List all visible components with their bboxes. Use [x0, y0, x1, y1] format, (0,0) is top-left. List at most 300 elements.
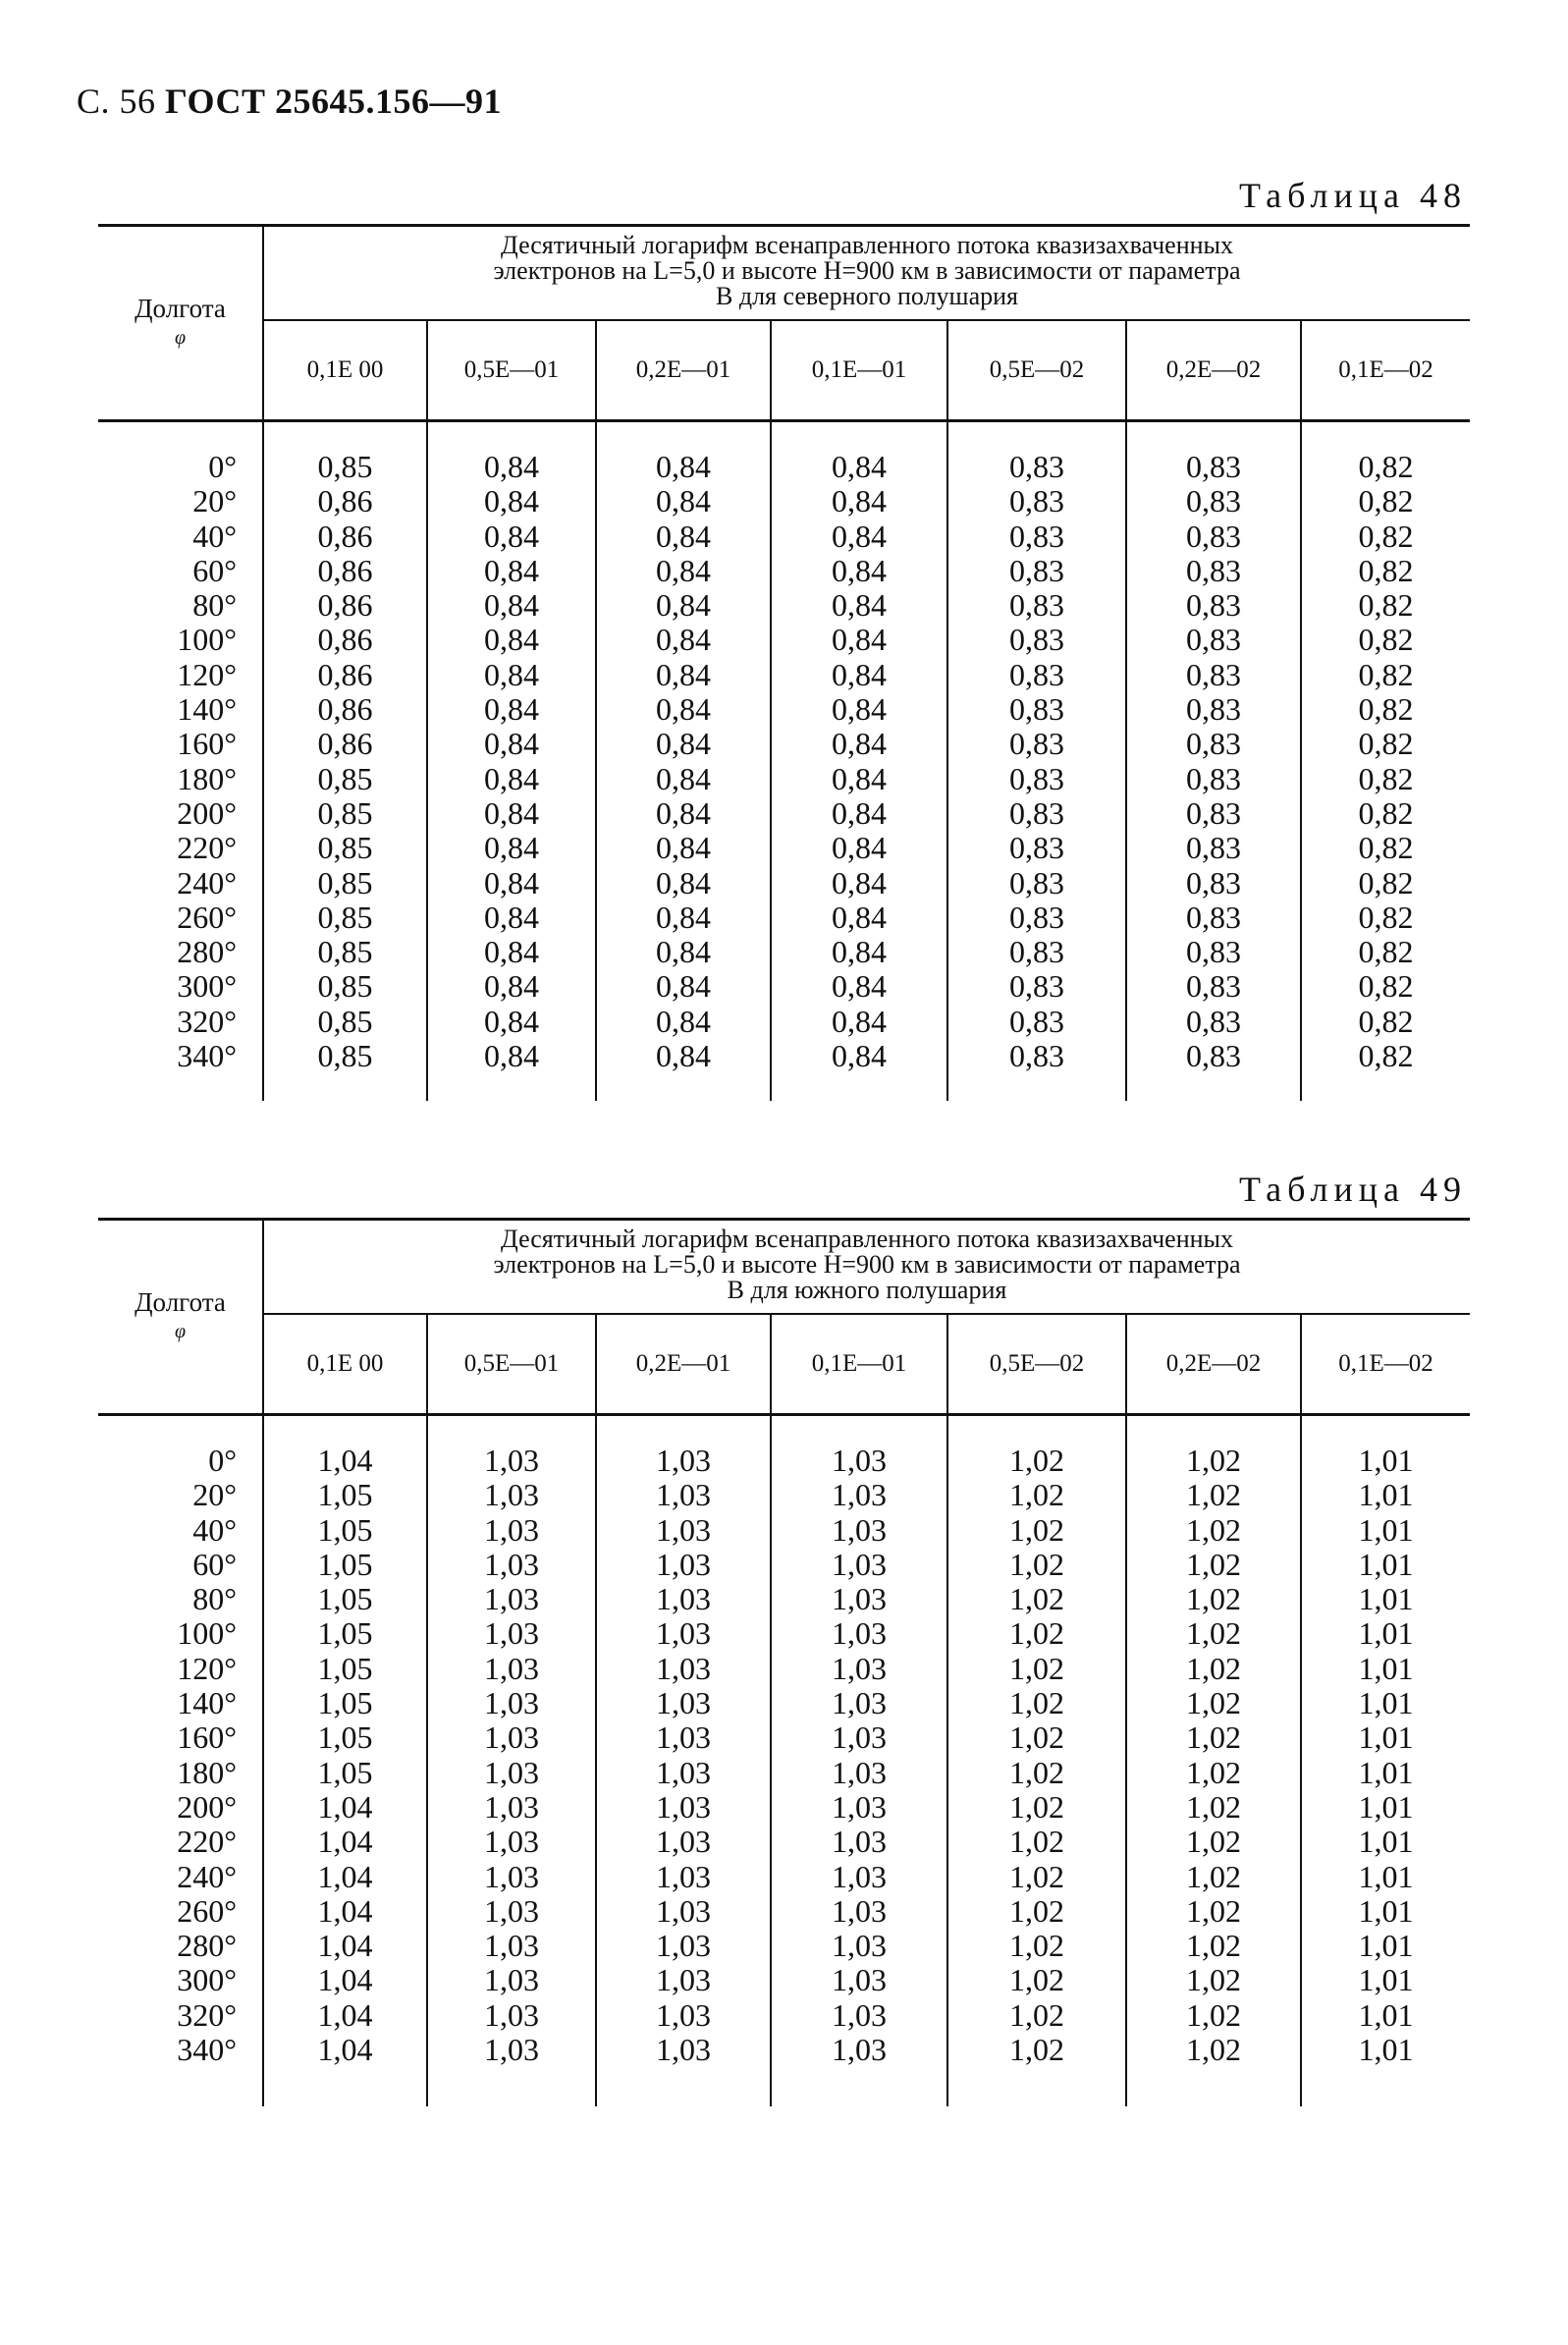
value-cell: 1,02 — [947, 1652, 1126, 1686]
value-cell: 1,03 — [596, 1616, 771, 1651]
value-cell: 1,02 — [947, 1513, 1126, 1548]
table-48-label: Таблица 48 — [1239, 176, 1467, 215]
value-cell: 1,01 — [1301, 1513, 1470, 1548]
caption-line-3: B для северного полушария — [716, 282, 1018, 310]
value-cell: 1,03 — [427, 1894, 596, 1929]
value-cell: 0,86 — [263, 658, 427, 692]
value-cell: 1,03 — [596, 1548, 771, 1582]
value-cell: 1,03 — [596, 1444, 771, 1478]
table-row — [98, 1860, 1470, 1894]
spacer-cell — [596, 1415, 771, 1445]
spacer-cell — [427, 421, 596, 451]
value-cell: 1,03 — [427, 1444, 596, 1478]
value-cell: 0,83 — [947, 866, 1126, 900]
value-cell: 1,05 — [263, 1720, 427, 1755]
value-cell: 0,83 — [1126, 969, 1301, 1004]
value-cell: 0,85 — [263, 831, 427, 865]
value-cell: 0,83 — [947, 519, 1126, 554]
value-cell: 1,04 — [263, 1825, 427, 1859]
longitude-cell: 200° — [177, 1788, 237, 1825]
value-cell: 0,85 — [263, 1005, 427, 1039]
value-cell: 1,03 — [427, 1616, 596, 1651]
value-cell: 1,03 — [427, 1929, 596, 1963]
value-cell: 0,82 — [1301, 450, 1470, 484]
value-cell: 1,01 — [1301, 1825, 1470, 1859]
value-cell: 1,02 — [1126, 1720, 1301, 1755]
value-cell: 0,82 — [1301, 866, 1470, 900]
caption-line-3: B для южного полушария — [727, 1276, 1007, 1304]
value-cell: 0,82 — [1301, 554, 1470, 588]
value-cell: 1,03 — [427, 1582, 596, 1616]
value-cell: 0,83 — [947, 623, 1126, 657]
longitude-cell: 300° — [177, 1962, 237, 1998]
value-cell: 1,01 — [1301, 1756, 1470, 1790]
column-header: 0,1E—02 — [1301, 320, 1470, 421]
value-cell: 1,02 — [947, 1616, 1126, 1651]
longitude-cell: 40° — [192, 518, 237, 554]
table-row — [98, 1582, 1470, 1616]
table-48 — [98, 224, 1470, 1101]
longitude-cell: 260° — [177, 899, 237, 935]
value-cell: 1,01 — [1301, 1894, 1470, 1929]
value-cell: 0,83 — [947, 588, 1126, 623]
table-row — [98, 658, 1470, 692]
spacer-cell — [263, 1073, 427, 1101]
value-cell: 1,02 — [947, 1686, 1126, 1720]
spacer-cell — [427, 2067, 596, 2106]
spacer-cell — [427, 1415, 596, 1445]
value-cell: 0,86 — [263, 519, 427, 554]
value-cell: 1,02 — [947, 1720, 1126, 1755]
value-cell: 1,04 — [263, 1894, 427, 1929]
value-cell: 0,84 — [596, 588, 771, 623]
longitude-header-text: Долгота — [135, 1287, 226, 1317]
longitude-cell: 200° — [177, 794, 237, 831]
value-cell: 1,05 — [263, 1652, 427, 1686]
value-cell: 0,84 — [427, 519, 596, 554]
spacer-row — [98, 421, 1470, 451]
value-cell: 0,83 — [1126, 831, 1301, 865]
value-cell: 1,04 — [263, 1929, 427, 1963]
value-cell: 1,03 — [771, 1860, 947, 1894]
value-cell: 1,03 — [771, 1894, 947, 1929]
value-cell: 0,83 — [1126, 866, 1301, 900]
value-cell: 1,01 — [1301, 1720, 1470, 1755]
value-cell: 0,82 — [1301, 900, 1470, 935]
value-cell: 1,02 — [1126, 1998, 1301, 2033]
value-cell: 0,84 — [596, 762, 771, 796]
value-cell: 1,03 — [771, 1513, 947, 1548]
spacer-cell — [1126, 1415, 1301, 1445]
value-cell: 1,03 — [427, 1963, 596, 1997]
longitude-cell: 280° — [177, 934, 237, 970]
value-cell: 1,05 — [263, 1756, 427, 1790]
value-cell: 0,84 — [596, 554, 771, 588]
value-cell: 1,02 — [947, 1790, 1126, 1825]
page-header — [77, 81, 502, 122]
value-cell: 0,83 — [947, 831, 1126, 865]
longitude-cell: 140° — [177, 691, 237, 728]
column-header: 0,5E—02 — [947, 320, 1126, 421]
table-row — [98, 588, 1470, 623]
value-cell: 1,01 — [1301, 1790, 1470, 1825]
longitude-cell: 80° — [192, 1581, 237, 1617]
value-cell: 0,85 — [263, 935, 427, 969]
longitude-cell: 160° — [177, 1719, 237, 1756]
table-row — [98, 519, 1470, 554]
value-cell: 0,82 — [1301, 1005, 1470, 1039]
value-cell: 0,83 — [947, 900, 1126, 935]
longitude-cell: 320° — [177, 1996, 237, 2033]
column-header-row — [98, 1314, 1470, 1415]
value-cell: 0,84 — [427, 935, 596, 969]
table-row — [98, 1720, 1470, 1755]
value-cell: 0,85 — [263, 969, 427, 1004]
spacer-cell — [98, 1415, 263, 1445]
value-cell: 0,86 — [263, 554, 427, 588]
value-cell: 1,03 — [771, 1720, 947, 1755]
value-cell: 0,84 — [596, 658, 771, 692]
value-cell: 1,01 — [1301, 1963, 1470, 1997]
value-cell: 0,85 — [263, 1039, 427, 1073]
longitude-cell: 20° — [192, 483, 237, 519]
longitude-cell: 80° — [192, 587, 237, 624]
value-cell: 1,03 — [596, 1720, 771, 1755]
longitude-cell: 120° — [177, 656, 237, 692]
table-row — [98, 1686, 1470, 1720]
spacer-cell — [98, 421, 263, 451]
value-cell: 1,05 — [263, 1513, 427, 1548]
value-cell: 0,82 — [1301, 1039, 1470, 1073]
value-cell: 0,83 — [947, 554, 1126, 588]
spacer-cell — [1126, 2067, 1301, 2106]
value-cell: 0,83 — [1126, 900, 1301, 935]
value-cell: 0,84 — [771, 935, 947, 969]
spacer-cell — [947, 1415, 1126, 1445]
spacer-cell — [947, 1073, 1126, 1101]
value-cell: 0,82 — [1301, 484, 1470, 518]
value-cell: 0,84 — [596, 692, 771, 727]
value-cell: 0,85 — [263, 450, 427, 484]
value-cell: 1,02 — [1126, 1825, 1301, 1859]
value-cell: 0,83 — [1126, 588, 1301, 623]
column-header-row — [98, 320, 1470, 421]
spacer-cell — [98, 2067, 263, 2106]
spacer-cell — [1301, 421, 1470, 451]
value-cell: 0,84 — [427, 588, 596, 623]
spacer-cell — [947, 2067, 1126, 2106]
value-cell: 0,84 — [771, 831, 947, 865]
longitude-cell: 260° — [177, 1892, 237, 1929]
table-row — [98, 727, 1470, 761]
longitude-cell: 180° — [177, 1754, 237, 1790]
value-cell: 1,03 — [427, 1998, 596, 2033]
longitude-cell: 20° — [192, 1477, 237, 1513]
longitude-cell: 300° — [177, 968, 237, 1005]
value-cell: 1,02 — [947, 1929, 1126, 1963]
spacer-cell — [427, 1073, 596, 1101]
spacer-cell — [1301, 1415, 1470, 1445]
value-cell: 0,83 — [947, 935, 1126, 969]
table-49-caption — [263, 1220, 1470, 1315]
value-cell: 0,83 — [1126, 484, 1301, 518]
value-cell: 0,84 — [771, 484, 947, 518]
value-cell: 0,86 — [263, 588, 427, 623]
value-cell: 0,82 — [1301, 519, 1470, 554]
value-cell: 1,03 — [427, 1860, 596, 1894]
value-cell: 1,03 — [596, 1894, 771, 1929]
value-cell: 1,01 — [1301, 1686, 1470, 1720]
value-cell: 1,03 — [427, 1652, 596, 1686]
value-cell: 1,01 — [1301, 1616, 1470, 1651]
value-cell: 0,84 — [596, 727, 771, 761]
table-row — [98, 1894, 1470, 1929]
value-cell: 0,84 — [596, 866, 771, 900]
longitude-cell: 320° — [177, 1003, 237, 1039]
value-cell: 0,82 — [1301, 935, 1470, 969]
column-header: 0,2E—01 — [596, 320, 771, 421]
table-49-body — [98, 1415, 1470, 2107]
value-cell: 0,86 — [263, 692, 427, 727]
value-cell: 1,01 — [1301, 1478, 1470, 1512]
value-cell: 1,01 — [1301, 1582, 1470, 1616]
value-cell: 0,85 — [263, 762, 427, 796]
longitude-cell: 100° — [177, 622, 237, 658]
value-cell: 1,02 — [947, 1894, 1126, 1929]
value-cell: 1,03 — [427, 1548, 596, 1582]
spacer-cell — [1301, 2067, 1470, 2106]
column-header: 0,1E 00 — [263, 320, 427, 421]
spacer-cell — [263, 2067, 427, 2106]
value-cell: 1,02 — [947, 1963, 1126, 1997]
table-row — [98, 692, 1470, 727]
value-cell: 0,84 — [771, 796, 947, 831]
value-cell: 0,84 — [427, 554, 596, 588]
value-cell: 0,85 — [263, 796, 427, 831]
column-header: 0,1E—01 — [771, 1314, 947, 1415]
value-cell: 1,02 — [947, 1756, 1126, 1790]
value-cell: 1,04 — [263, 1444, 427, 1478]
spacer-cell — [771, 1073, 947, 1101]
column-header: 0,1E—02 — [1301, 1314, 1470, 1415]
longitude-cell: 40° — [192, 1511, 237, 1548]
table-row — [98, 762, 1470, 796]
spacer-cell — [771, 421, 947, 451]
value-cell: 1,05 — [263, 1548, 427, 1582]
value-cell: 0,84 — [596, 1039, 771, 1073]
table-row — [98, 969, 1470, 1004]
spacer-cell — [771, 2067, 947, 2106]
longitude-cell: 240° — [177, 1858, 237, 1894]
value-cell: 0,84 — [771, 1005, 947, 1039]
value-cell: 1,01 — [1301, 1860, 1470, 1894]
longitude-cell: 120° — [177, 1650, 237, 1686]
spacer-row — [98, 1415, 1470, 1445]
value-cell: 0,83 — [1126, 762, 1301, 796]
value-cell: 0,83 — [1126, 1005, 1301, 1039]
value-cell: 1,02 — [947, 1548, 1126, 1582]
value-cell: 1,03 — [596, 1513, 771, 1548]
value-cell: 0,82 — [1301, 623, 1470, 657]
value-cell: 1,04 — [263, 1860, 427, 1894]
caption-line-1: Десятичный логарифм всенаправленного потока квазизахваченных — [501, 231, 1233, 259]
value-cell: 0,82 — [1301, 692, 1470, 727]
value-cell: 0,84 — [427, 1005, 596, 1039]
value-cell: 0,82 — [1301, 588, 1470, 623]
gost-number: ГОСТ 25645.156—91 — [165, 82, 502, 121]
value-cell: 0,84 — [771, 519, 947, 554]
value-cell: 0,84 — [596, 900, 771, 935]
value-cell: 1,03 — [771, 2033, 947, 2067]
value-cell: 0,83 — [1126, 658, 1301, 692]
table-row — [98, 900, 1470, 935]
table-row — [98, 1616, 1470, 1651]
table-row — [98, 554, 1470, 588]
value-cell: 0,84 — [427, 692, 596, 727]
value-cell: 0,83 — [947, 450, 1126, 484]
table-row — [98, 831, 1470, 865]
value-cell: 1,03 — [596, 1686, 771, 1720]
table-48-body — [98, 421, 1470, 1102]
value-cell: 1,02 — [947, 1998, 1126, 2033]
value-cell: 1,03 — [596, 1652, 771, 1686]
value-cell: 1,02 — [947, 1478, 1126, 1512]
value-cell: 0,84 — [427, 900, 596, 935]
value-cell: 0,83 — [947, 658, 1126, 692]
value-cell: 1,02 — [1126, 2033, 1301, 2067]
value-cell: 1,03 — [771, 1998, 947, 2033]
spacer-cell — [596, 421, 771, 451]
longitude-cell: 140° — [177, 1685, 237, 1721]
value-cell: 0,82 — [1301, 796, 1470, 831]
value-cell: 1,03 — [596, 1998, 771, 2033]
value-cell: 1,01 — [1301, 1548, 1470, 1582]
spacer-cell — [263, 421, 427, 451]
value-cell: 0,84 — [771, 969, 947, 1004]
table-row — [98, 866, 1470, 900]
value-cell: 0,84 — [427, 969, 596, 1004]
value-cell: 1,03 — [771, 1548, 947, 1582]
table-row — [98, 1444, 1470, 1478]
caption-line-2: электронов на L=5,0 и высоте H=900 км в зависимости от параметра — [493, 1250, 1241, 1279]
value-cell: 1,02 — [947, 1444, 1126, 1478]
value-cell: 1,02 — [1126, 1652, 1301, 1686]
value-cell: 1,01 — [1301, 1444, 1470, 1478]
table-row — [98, 1652, 1470, 1686]
value-cell: 1,03 — [596, 1860, 771, 1894]
value-cell: 1,02 — [1126, 1616, 1301, 1651]
longitude-header — [98, 1220, 263, 1415]
spacer-cell — [947, 421, 1126, 451]
value-cell: 1,02 — [1126, 1513, 1301, 1548]
phi-symbol: φ — [174, 1321, 187, 1342]
longitude-cell: 0° — [208, 449, 237, 484]
value-cell: 1,02 — [947, 1860, 1126, 1894]
value-cell: 0,83 — [1126, 935, 1301, 969]
value-cell: 1,01 — [1301, 1652, 1470, 1686]
column-header: 0,5E—02 — [947, 1314, 1126, 1415]
value-cell: 0,85 — [263, 900, 427, 935]
value-cell: 1,05 — [263, 1686, 427, 1720]
longitude-cell: 280° — [177, 1928, 237, 1964]
column-header: 0,1E—01 — [771, 320, 947, 421]
spacer-cell — [1301, 1073, 1470, 1101]
value-cell: 0,83 — [1126, 692, 1301, 727]
table-row — [98, 484, 1470, 518]
page-number: С. 56 — [77, 82, 156, 121]
value-cell: 1,03 — [596, 1825, 771, 1859]
value-cell: 1,02 — [947, 1825, 1126, 1859]
value-cell: 0,83 — [1126, 1039, 1301, 1073]
value-cell: 1,04 — [263, 1790, 427, 1825]
value-cell: 1,05 — [263, 1582, 427, 1616]
value-cell: 0,84 — [596, 796, 771, 831]
column-header: 0,5E—01 — [427, 320, 596, 421]
table-row — [98, 1548, 1470, 1582]
value-cell: 1,03 — [427, 1756, 596, 1790]
value-cell: 0,83 — [1126, 554, 1301, 588]
table-row — [98, 1478, 1470, 1512]
table-48-caption — [263, 226, 1470, 321]
table-row — [98, 1039, 1470, 1073]
value-cell: 0,83 — [1126, 727, 1301, 761]
value-cell: 1,01 — [1301, 2033, 1470, 2067]
value-cell: 1,01 — [1301, 1929, 1470, 1963]
value-cell: 1,02 — [1126, 1548, 1301, 1582]
longitude-cell: 340° — [177, 2032, 237, 2068]
longitude-cell: 60° — [192, 1546, 237, 1582]
longitude-cell: 0° — [208, 1443, 237, 1478]
table-49 — [98, 1218, 1470, 2106]
value-cell: 1,03 — [771, 1582, 947, 1616]
value-cell: 1,03 — [596, 1790, 771, 1825]
value-cell: 1,03 — [596, 1478, 771, 1512]
phi-symbol: φ — [174, 327, 187, 349]
value-cell: 0,84 — [427, 484, 596, 518]
value-cell: 0,83 — [947, 1039, 1126, 1073]
value-cell: 1,02 — [1126, 1929, 1301, 1963]
value-cell: 0,82 — [1301, 969, 1470, 1004]
value-cell: 0,84 — [427, 450, 596, 484]
spacer-row — [98, 1073, 1470, 1101]
value-cell: 0,83 — [947, 727, 1126, 761]
spacer-cell — [1126, 1073, 1301, 1101]
spacer-cell — [98, 1073, 263, 1101]
value-cell: 1,04 — [263, 1963, 427, 1997]
value-cell: 0,86 — [263, 623, 427, 657]
value-cell: 0,84 — [771, 658, 947, 692]
table-49-label: Таблица 49 — [1239, 1170, 1467, 1209]
caption-line-2: электронов на L=5,0 и высоте H=900 км в зависимости от параметра — [493, 256, 1241, 285]
table-row — [98, 2033, 1470, 2067]
value-cell: 1,05 — [263, 1616, 427, 1651]
value-cell: 1,02 — [1126, 1444, 1301, 1478]
value-cell: 1,03 — [427, 1513, 596, 1548]
table-row — [98, 1963, 1470, 1997]
value-cell: 1,03 — [596, 1963, 771, 1997]
spacer-cell — [1126, 421, 1301, 451]
value-cell: 0,83 — [947, 969, 1126, 1004]
value-cell: 1,04 — [263, 1998, 427, 2033]
table-row — [98, 1790, 1470, 1825]
value-cell: 0,84 — [771, 727, 947, 761]
column-header: 0,2E—01 — [596, 1314, 771, 1415]
value-cell: 1,02 — [947, 1582, 1126, 1616]
value-cell: 1,03 — [427, 1686, 596, 1720]
value-cell: 0,82 — [1301, 831, 1470, 865]
value-cell: 0,85 — [263, 866, 427, 900]
value-cell: 1,02 — [1126, 1478, 1301, 1512]
